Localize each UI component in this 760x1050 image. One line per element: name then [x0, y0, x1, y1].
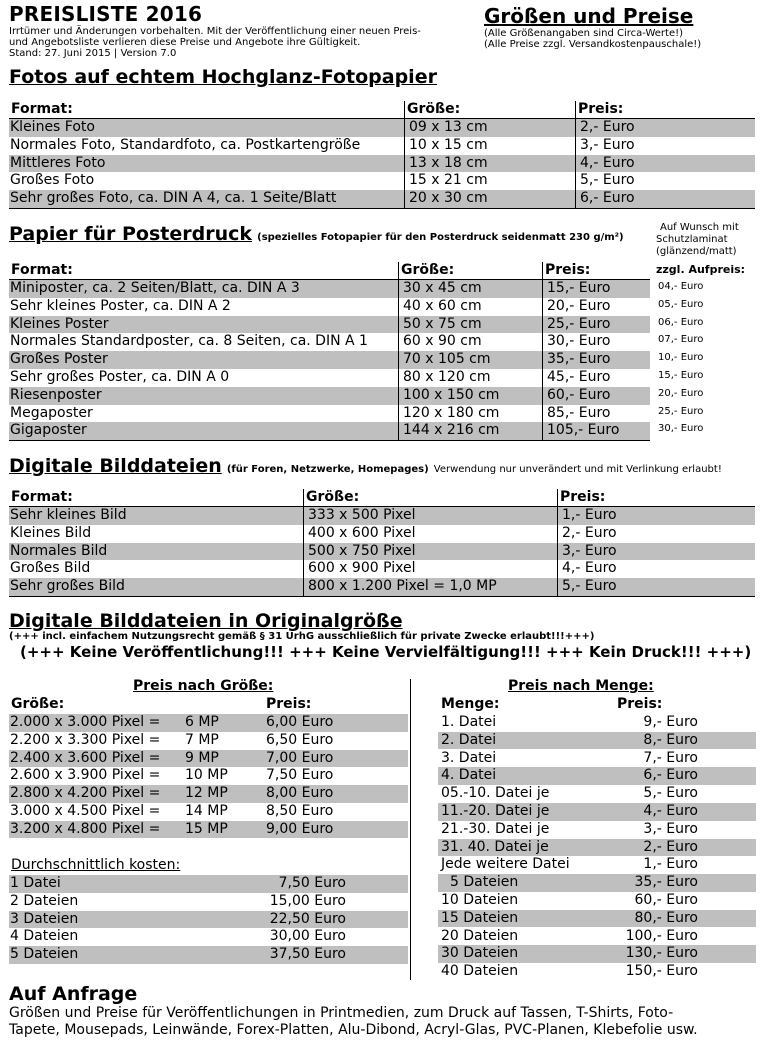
cell-format: Riesenposter — [10, 386, 102, 403]
table-row — [9, 190, 755, 208]
quantity-row — [438, 732, 756, 750]
cell-price: 7,00 Euro — [266, 749, 334, 766]
cell-size: 600 x 900 Pixel — [308, 560, 416, 577]
col-header-size: Größe: — [407, 101, 461, 117]
original-divider — [410, 679, 411, 980]
cell-average-price: 15,00 Euro — [269, 892, 346, 909]
disclaimer-line-1: Irrtümer und Änderungen vorbehalten. Mit der Veröffentlichung einer neuen Preis- — [9, 26, 421, 37]
size-price-row — [9, 732, 408, 750]
cell-price: 7,50 Euro — [266, 767, 334, 784]
cell-price: 3,- Euro — [580, 136, 635, 153]
cell-average-price: 30,00 Euro — [269, 928, 346, 945]
cell-price: 150,- Euro — [625, 963, 698, 980]
average-row — [9, 928, 408, 946]
cell-size: 70 x 105 cm — [403, 351, 491, 368]
table-row — [9, 298, 650, 316]
cell-laminate-price: 05,- Euro — [658, 298, 704, 310]
cell-price: 2,- Euro — [643, 838, 698, 855]
cell-count: 4 Dateien — [10, 928, 79, 945]
cell-price: 80,- Euro — [634, 909, 698, 926]
laminate-note-3: (glänzend/matt) — [656, 246, 737, 257]
cell-laminate-price: 15,- Euro — [658, 370, 704, 381]
cell-format: Kleines Foto — [10, 119, 95, 135]
cell-megapixel: 6 MP — [185, 714, 219, 730]
cell-pixel-size: 2.000 x 3.000 Pixel = — [10, 714, 161, 730]
quantity-row — [438, 767, 756, 785]
cell-size: 09 x 13 cm — [409, 119, 488, 135]
table-row — [9, 422, 650, 440]
section-poster-heading — [9, 223, 624, 245]
table-row — [9, 578, 755, 596]
cell-price: 2,- Euro — [562, 524, 617, 541]
original-license-note: (+++ incl. einfachem Nutzungsrecht gemäß § 31 UrhG ausschließlich für private Zwecke erlaubt!!!+++) — [9, 631, 595, 642]
col-header-size: Größe: — [306, 489, 360, 505]
anfrage-text-1: Größen und Preise für Veröffentlichungen in Printmedien, zum Druck auf Tassen, T-Shirts, Foto- — [9, 1005, 674, 1021]
cell-format: Mittleres Foto — [10, 154, 106, 171]
table-row — [9, 333, 650, 351]
cell-size: 30 x 45 cm — [403, 280, 482, 296]
table-bottom-rule — [9, 440, 650, 441]
left-col-price: Preis: — [266, 696, 312, 712]
cell-size: 100 x 150 cm — [403, 386, 500, 403]
quantity-row — [438, 821, 756, 839]
cell-price: 5,- Euro — [562, 578, 617, 595]
size-price-row — [9, 821, 408, 839]
table-row — [9, 507, 755, 525]
cell-format: Kleines Bild — [10, 524, 92, 541]
cell-price: 1,- Euro — [643, 856, 698, 873]
cell-size: 333 x 500 Pixel — [308, 507, 416, 523]
cell-price: 6,00 Euro — [266, 714, 334, 730]
cell-price: 6,- Euro — [643, 767, 698, 784]
cell-price: 3,- Euro — [643, 820, 698, 837]
digital-subtitle-bold: (für Foren, Netzwerke, Homepages) — [226, 464, 429, 475]
cell-price: 130,- Euro — [625, 945, 698, 962]
cell-price: 1,- Euro — [562, 507, 617, 523]
left-col-size: Größe: — [11, 696, 65, 712]
cell-price: 3,- Euro — [562, 542, 617, 559]
table-row — [9, 560, 755, 578]
cell-size: 60 x 90 cm — [403, 333, 482, 350]
cell-price: 85,- Euro — [547, 404, 611, 421]
section-digital-heading — [9, 455, 722, 477]
cell-quantity: 40 Dateien — [441, 963, 519, 980]
col-header-price: Preis: — [560, 489, 606, 505]
table-row — [9, 172, 755, 190]
cell-quantity: Jede weitere Datei — [441, 856, 570, 873]
cell-format: Sehr kleines Bild — [10, 507, 127, 523]
cell-price: 5,- Euro — [580, 172, 635, 189]
size-price-row — [9, 714, 408, 732]
cell-price: 45,- Euro — [547, 369, 611, 385]
quantity-row — [438, 963, 756, 981]
version-stamp: Stand: 27. Juni 2015 | Version 7.0 — [9, 48, 177, 59]
cell-pixel-size: 3.000 x 4.500 Pixel = — [10, 803, 161, 819]
cell-quantity: 1. Datei — [441, 714, 497, 730]
cell-quantity: 31. 40. Datei je — [441, 838, 549, 855]
cell-price: 20,- Euro — [547, 297, 611, 314]
table-bottom-rule — [9, 596, 755, 597]
cell-count: 5 Dateien — [10, 946, 79, 963]
cell-size: 144 x 216 cm — [403, 422, 500, 439]
cell-format: Großes Bild — [10, 560, 91, 577]
header-right-note-2: (Alle Preise zzgl. Versandkostenpauschale!) — [484, 39, 702, 50]
cell-price: 4,- Euro — [562, 560, 617, 577]
col-header-format: Format: — [11, 101, 73, 117]
cell-price: 15,- Euro — [547, 280, 611, 296]
cell-price: 7,- Euro — [643, 749, 698, 766]
cell-quantity: 5 Dateien — [450, 874, 519, 891]
cell-format: Normales Foto, Standardfoto, ca. Postkartengröße — [10, 136, 361, 153]
size-price-row — [9, 767, 408, 785]
right-col-qty: Menge: — [441, 696, 500, 712]
cell-price: 35,- Euro — [634, 874, 698, 891]
cell-price: 60,- Euro — [547, 386, 611, 403]
average-row — [9, 946, 408, 964]
cell-quantity: 21.-30. Datei je — [441, 820, 550, 837]
quantity-row — [438, 750, 756, 768]
quantity-row — [438, 785, 756, 803]
cell-size: 500 x 750 Pixel — [308, 542, 416, 559]
cell-quantity: 05.-10. Datei je — [441, 785, 550, 802]
cell-size: 13 x 18 cm — [409, 154, 488, 171]
column-divider — [303, 489, 304, 596]
cell-average-price: 22,50 Euro — [269, 910, 346, 927]
cell-quantity: 10 Dateien — [441, 892, 519, 908]
cell-format: Sehr großes Foto, ca. DIN A 4, ca. 1 Seite/Blatt — [10, 190, 337, 207]
cell-format: Sehr kleines Poster, ca. DIN A 2 — [10, 297, 231, 314]
quantity-row — [438, 910, 756, 928]
section-title-fotos: Fotos auf echtem Hochglanz-Fotopapier — [9, 66, 437, 88]
cell-size: 400 x 600 Pixel — [308, 524, 416, 541]
cell-count: 2 Dateien — [10, 892, 79, 909]
cell-price: 6,- Euro — [580, 190, 635, 207]
cell-pixel-size: 3.200 x 4.800 Pixel = — [10, 820, 161, 837]
cell-format: Kleines Poster — [10, 315, 109, 332]
section-title-digital: Digitale Bilddateien — [9, 455, 222, 477]
cell-megapixel: 10 MP — [185, 767, 228, 784]
cell-price: 60,- Euro — [634, 892, 698, 908]
poster-subtitle: (spezielles Fotopapier für den Posterdruck seidenmatt 230 g/m²) — [257, 232, 624, 243]
cell-quantity: 15 Dateien — [441, 909, 519, 926]
table-row — [9, 543, 755, 561]
cell-price: 30,- Euro — [547, 333, 611, 350]
table-row — [9, 525, 755, 543]
cell-size: 80 x 120 cm — [403, 369, 491, 385]
table-row — [9, 351, 650, 369]
cell-megapixel: 12 MP — [185, 785, 228, 802]
cell-size: 800 x 1.200 Pixel = 1,0 MP — [308, 578, 497, 595]
cell-price: 8,- Euro — [643, 731, 698, 748]
quantity-row — [438, 839, 756, 857]
average-row — [9, 893, 408, 911]
cell-format: Großes Foto — [10, 172, 95, 189]
col-header-size: Größe: — [401, 262, 455, 278]
quantity-row — [438, 874, 756, 892]
cell-laminate-price: 30,- Euro — [658, 423, 704, 435]
right-col-price: Preis: — [617, 696, 663, 712]
cell-format: Sehr großes Bild — [10, 578, 125, 595]
col-header-price: Preis: — [545, 262, 591, 278]
cell-format: Sehr großes Poster, ca. DIN A 0 — [10, 369, 230, 385]
cell-laminate-price: 06,- Euro — [658, 316, 704, 328]
cell-size: 20 x 30 cm — [409, 190, 488, 207]
col-header-price: Preis: — [578, 101, 624, 117]
laminate-header: zzgl. Aufpreis: — [656, 263, 746, 276]
cell-price: 8,00 Euro — [266, 785, 334, 802]
right-table-title: Preis nach Menge: — [508, 678, 654, 694]
header-right-note-1: (Alle Größenangaben sind Circa-Werte!) — [484, 28, 684, 39]
cell-laminate-price: 07,- Euro — [658, 334, 704, 346]
quantity-row — [438, 928, 756, 946]
cell-average-price: 37,50 Euro — [269, 946, 346, 963]
column-divider — [398, 262, 399, 440]
left-table-title: Preis nach Größe: — [133, 678, 274, 694]
table-row — [9, 405, 650, 423]
average-row — [9, 911, 408, 929]
cell-price: 4,- Euro — [580, 154, 635, 171]
cell-average-price: 7,50 Euro — [278, 875, 346, 891]
column-divider — [557, 489, 558, 596]
size-price-row — [9, 785, 408, 803]
cell-count: 1 Datei — [10, 875, 61, 891]
cell-pixel-size: 2.600 x 3.900 Pixel = — [10, 767, 161, 784]
cell-laminate-price: 10,- Euro — [658, 352, 704, 364]
cell-size: 10 x 15 cm — [409, 136, 488, 153]
avg-title: Durchschnittlich kosten: — [11, 857, 181, 873]
quantity-row — [438, 714, 756, 732]
section-title-anfrage: Auf Anfrage — [9, 983, 138, 1005]
quantity-row — [438, 856, 756, 874]
col-header-format: Format: — [11, 489, 73, 505]
table-row — [9, 119, 755, 137]
column-divider — [542, 262, 543, 440]
cell-size: 15 x 21 cm — [409, 172, 488, 189]
cell-quantity: 20 Dateien — [441, 927, 519, 944]
cell-pixel-size: 2.200 x 3.300 Pixel = — [10, 731, 161, 748]
cell-quantity: 30 Dateien — [441, 945, 519, 962]
table-row — [9, 369, 650, 387]
cell-quantity: 11.-20. Datei je — [441, 803, 550, 819]
cell-price: 5,- Euro — [643, 785, 698, 802]
table-row — [9, 387, 650, 405]
cell-price: 8,50 Euro — [266, 803, 334, 819]
cell-price: 9,00 Euro — [266, 820, 334, 837]
header-right-title: Größen und Preise — [484, 4, 694, 28]
cell-laminate-price: 04,- Euro — [658, 281, 704, 292]
page-title: PREISLISTE 2016 — [9, 2, 203, 26]
cell-count: 3 Dateien — [10, 910, 79, 927]
quantity-row — [438, 803, 756, 821]
laminate-note-1: Auf Wunsch mit — [660, 222, 739, 233]
column-divider — [575, 101, 576, 208]
size-price-row — [9, 750, 408, 768]
table-row — [9, 155, 755, 173]
col-header-format: Format: — [11, 262, 73, 278]
cell-size: 120 x 180 cm — [403, 404, 500, 421]
cell-format: Gigaposter — [10, 422, 87, 439]
cell-megapixel: 7 MP — [185, 731, 219, 748]
cell-format: Miniposter, ca. 2 Seiten/Blatt, ca. DIN A 3 — [10, 280, 300, 296]
cell-laminate-price: 25,- Euro — [658, 405, 704, 417]
column-divider — [404, 101, 405, 208]
quantity-row — [438, 892, 756, 910]
table-row — [9, 316, 650, 334]
cell-pixel-size: 2.400 x 3.600 Pixel = — [10, 749, 161, 766]
cell-format: Normales Standardposter, ca. 8 Seiten, ca. DIN A 1 — [10, 333, 368, 350]
cell-price: 35,- Euro — [547, 351, 611, 368]
table-row — [9, 280, 650, 298]
cell-quantity: 4. Datei — [441, 767, 497, 784]
section-title-original: Digitale Bilddateien in Originalgröße — [9, 610, 403, 632]
average-row — [9, 875, 408, 893]
cell-price: 2,- Euro — [580, 119, 635, 135]
original-warning: (+++ Keine Veröffentlichung!!! +++ Keine Vervielfältigung!!! +++ Kein Druck!!! +++) — [20, 643, 752, 661]
cell-format: Normales Bild — [10, 542, 108, 559]
cell-price: 105,- Euro — [547, 422, 620, 439]
cell-price: 4,- Euro — [643, 803, 698, 819]
table-row — [9, 137, 755, 155]
laminate-note-2: Schutzlaminat — [656, 234, 728, 245]
digital-subtitle: Verwendung nur unverändert und mit Verlinkung erlaubt! — [433, 464, 722, 475]
cell-megapixel: 15 MP — [185, 820, 228, 837]
cell-size: 40 x 60 cm — [403, 297, 482, 314]
quantity-row — [438, 945, 756, 963]
cell-format: Megaposter — [10, 404, 93, 421]
cell-price: 6,50 Euro — [266, 731, 334, 748]
section-title-poster: Papier für Posterdruck — [9, 223, 253, 245]
table-bottom-rule — [9, 208, 755, 209]
cell-quantity: 2. Datei — [441, 731, 497, 748]
cell-pixel-size: 2.800 x 4.200 Pixel = — [10, 785, 161, 802]
cell-price: 100,- Euro — [625, 927, 698, 944]
cell-quantity: 3. Datei — [441, 749, 497, 766]
disclaimer-line-2: und Angebotsliste verlieren diese Preise und Angebote ihre Gültigkeit. — [9, 37, 361, 48]
cell-megapixel: 9 MP — [185, 749, 219, 766]
cell-price: 25,- Euro — [547, 315, 611, 332]
anfrage-text-2: Tapete, Mousepads, Leinwände, Forex-Platten, Alu-Dibond, Acryl-Glas, PVC-Planen, Klebefolie usw. — [9, 1022, 698, 1038]
cell-megapixel: 14 MP — [185, 803, 228, 819]
cell-price: 9,- Euro — [643, 714, 698, 730]
cell-laminate-price: 20,- Euro — [658, 387, 704, 399]
cell-size: 50 x 75 cm — [403, 315, 482, 332]
size-price-row — [9, 803, 408, 821]
cell-format: Großes Poster — [10, 351, 108, 368]
